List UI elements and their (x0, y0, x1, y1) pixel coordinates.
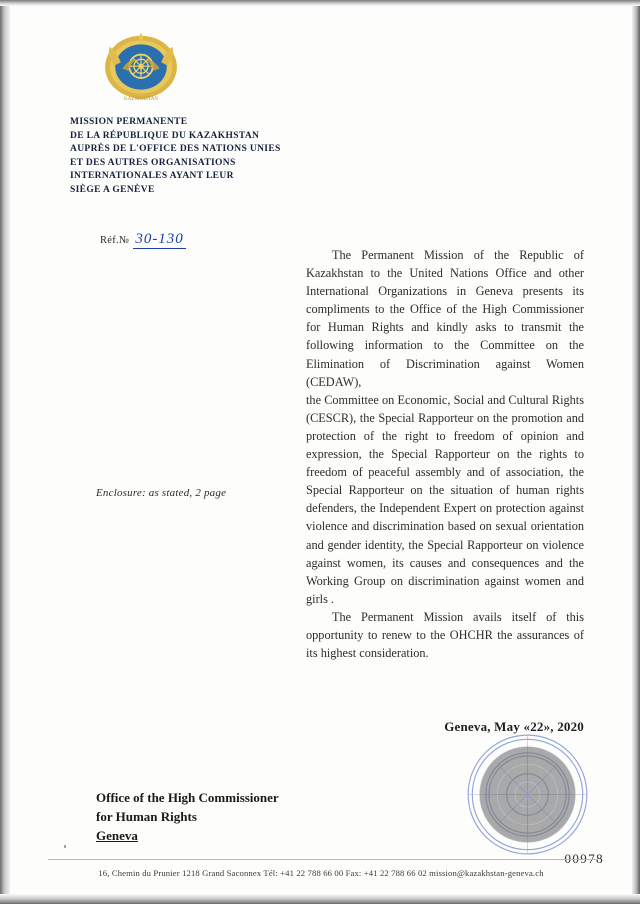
reference-label: Réf.№ (100, 235, 130, 246)
scan-edge-left (0, 0, 10, 904)
scan-edge-bottom (0, 894, 640, 904)
reference-number: 30-130 (135, 231, 184, 247)
body-paragraph-3: The Permanent Mission avails itself of this opportunity to renew to the OHCHR the assurances of its highest consideration. (306, 609, 584, 661)
addressee-line-1: Office of the High Commissioner (96, 790, 279, 805)
kazakhstan-emblem-icon (102, 28, 180, 106)
footer-contact-line: 16, Chemin du Prunier 1218 Grand Saconnex Tél: +41 22 788 66 00 Fax: +41 22 788 66 02 mission@kazakhstan-geneva.ch (98, 868, 544, 878)
addressee-block (96, 788, 279, 845)
letterhead-line-5: INTERNATIONALES AYANT LEUR (70, 171, 234, 181)
addressee-line-2: for Human Rights (96, 809, 197, 824)
letterhead-line-6: SIÈGE A GENÈVE (70, 184, 155, 195)
paper-surface (10, 6, 632, 894)
scan-speck (64, 845, 66, 848)
letterhead-block (70, 116, 330, 197)
body-paragraph-1: The Permanent Mission of the Republic of Kazakhstan to the United Nations Office and other International Organizations in Geneva presents its compliments to the Office of the High Commissioner for Human Rights and kindly asks to transmit the following information to the Committee on the Elimination of Discrimination against Women (CEDAW), (306, 248, 584, 389)
svg-text:KAZAKHSTAN: KAZAKHSTAN (123, 95, 159, 102)
enclosure-note: Enclosure: as stated, 2 page (96, 487, 227, 499)
dateline: Geneva, May «22», 2020 (444, 719, 584, 734)
official-seal-icon (465, 732, 590, 857)
letterhead-line-3: AUPRÈS DE L'OFFICE DES NATIONS UNIES (70, 144, 281, 154)
scan-edge-right (632, 0, 640, 904)
letter-body (306, 246, 584, 662)
addressee-city: Geneva (96, 828, 138, 843)
reference-line (100, 231, 186, 248)
letterhead-line-4: ET DES AUTRES ORGANISATIONS (70, 157, 236, 168)
letterhead-line-1: MISSION PERMANENTE (70, 117, 188, 127)
body-paragraph-2: the Committee on Economic, Social and Cultural Rights (CESCR), the Special Rapporteur on the promotion and protection of the right to freedom of opinion and expression, the Special Rapporteur on the rights to freedom of peaceful assembly and of association, the Special Rapporteur on the situation of human rights defenders, the Independent Expert on protection against violence and discrimination based on sexual orientation and gender identity, the Special Rapporteur on violence against women, its causes and consequences and the Working Group on discrimination against women and girls . (306, 392, 584, 606)
registration-number: 00978 (564, 851, 604, 866)
letterhead-line-2: DE LA RÉPUBLIQUE DU KAZAKHSTAN (70, 130, 260, 141)
footer-divider (48, 859, 598, 860)
